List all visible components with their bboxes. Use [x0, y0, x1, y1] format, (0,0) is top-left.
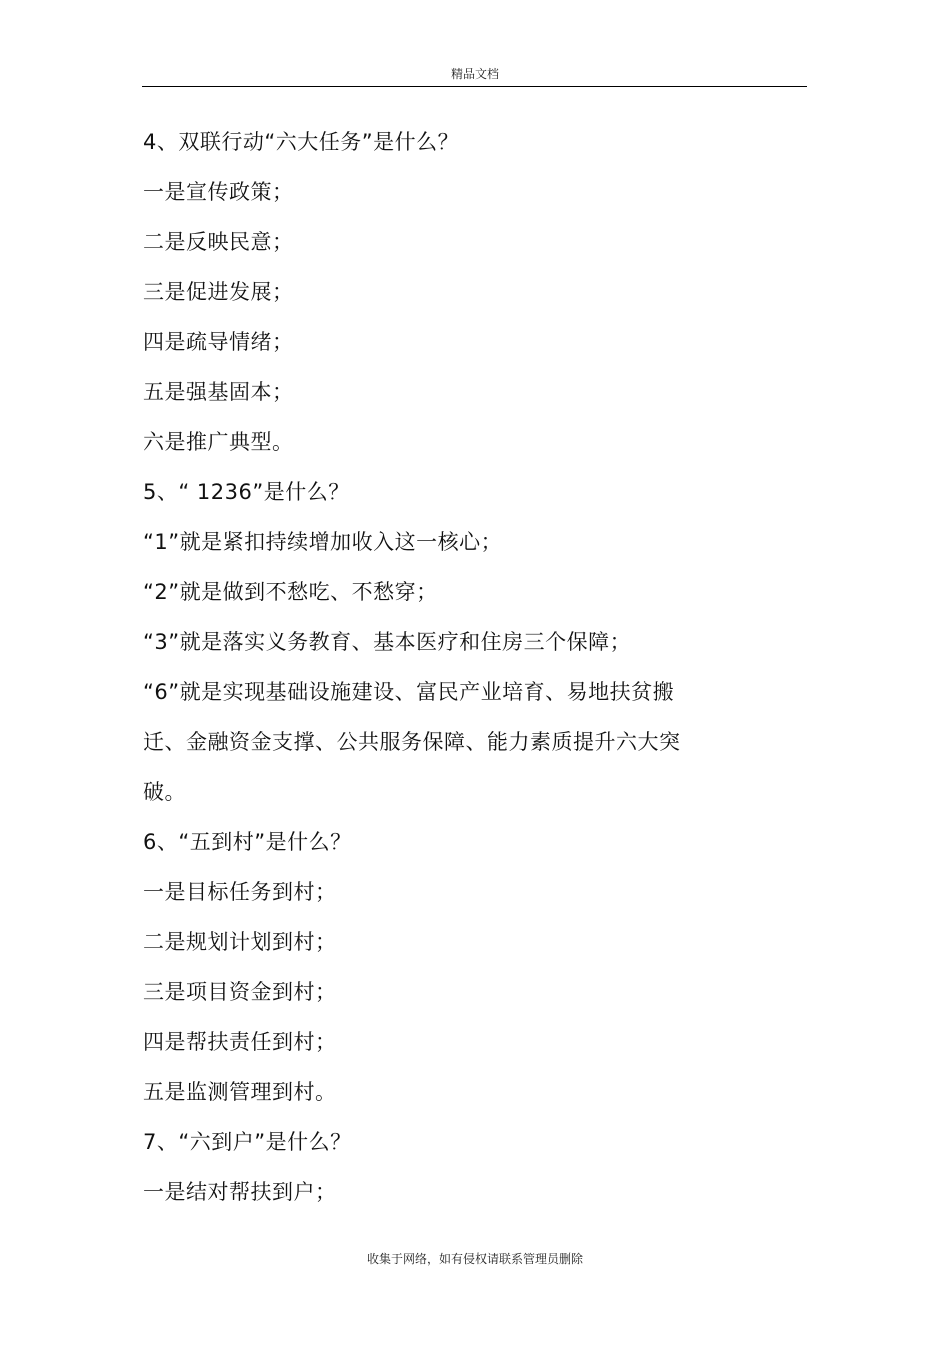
page-footer-note: 收集于网络，如有侵权请联系管理员删除 — [366, 1252, 583, 1266]
text-line: “1”就是紧扣持续增加收入这一核心； — [143, 530, 503, 554]
text-line: “2”就是做到不愁吃、不愁穿； — [143, 580, 438, 604]
question-heading-6: 6、“五到村”是什么？ — [143, 830, 352, 854]
text-line: 四是帮扶责任到村； — [143, 1030, 337, 1054]
text-line: 一是宣传政策； — [143, 180, 294, 204]
page-header-title: 精品文档 — [450, 67, 499, 81]
header-divider — [142, 86, 807, 87]
question-heading-4: 4、双联行动“六大任务”是什么？ — [143, 130, 460, 154]
question-heading-5: 5、“ 1236”是什么？ — [143, 480, 350, 504]
text-line: 破。 — [143, 780, 186, 804]
text-line: 一是结对帮扶到户； — [143, 1180, 337, 1204]
text-line: 五是监测管理到村。 — [143, 1080, 337, 1104]
text-line: 三是促进发展； — [143, 280, 294, 304]
question-heading-7: 7、“六到户”是什么？ — [143, 1130, 352, 1154]
text-line: 迁、金融资金支撑、公共服务保障、能力素质提升六大突 — [143, 730, 681, 754]
text-line: “6”就是实现基础设施建设、富民产业培育、易地扶贫搬 — [143, 680, 675, 704]
text-line: 二是规划计划到村； — [143, 930, 337, 954]
text-line: 四是疏导情绪； — [143, 330, 294, 354]
text-line: 五是强基固本； — [143, 380, 294, 404]
text-line: 二是反映民意； — [143, 230, 294, 254]
document-body — [143, 117, 743, 1217]
text-line: 三是项目资金到村； — [143, 980, 337, 1004]
text-line: 六是推广典型。 — [143, 430, 294, 454]
text-line: 一是目标任务到村； — [143, 880, 337, 904]
text-line: “3”就是落实义务教育、基本医疗和住房三个保障； — [143, 630, 632, 654]
